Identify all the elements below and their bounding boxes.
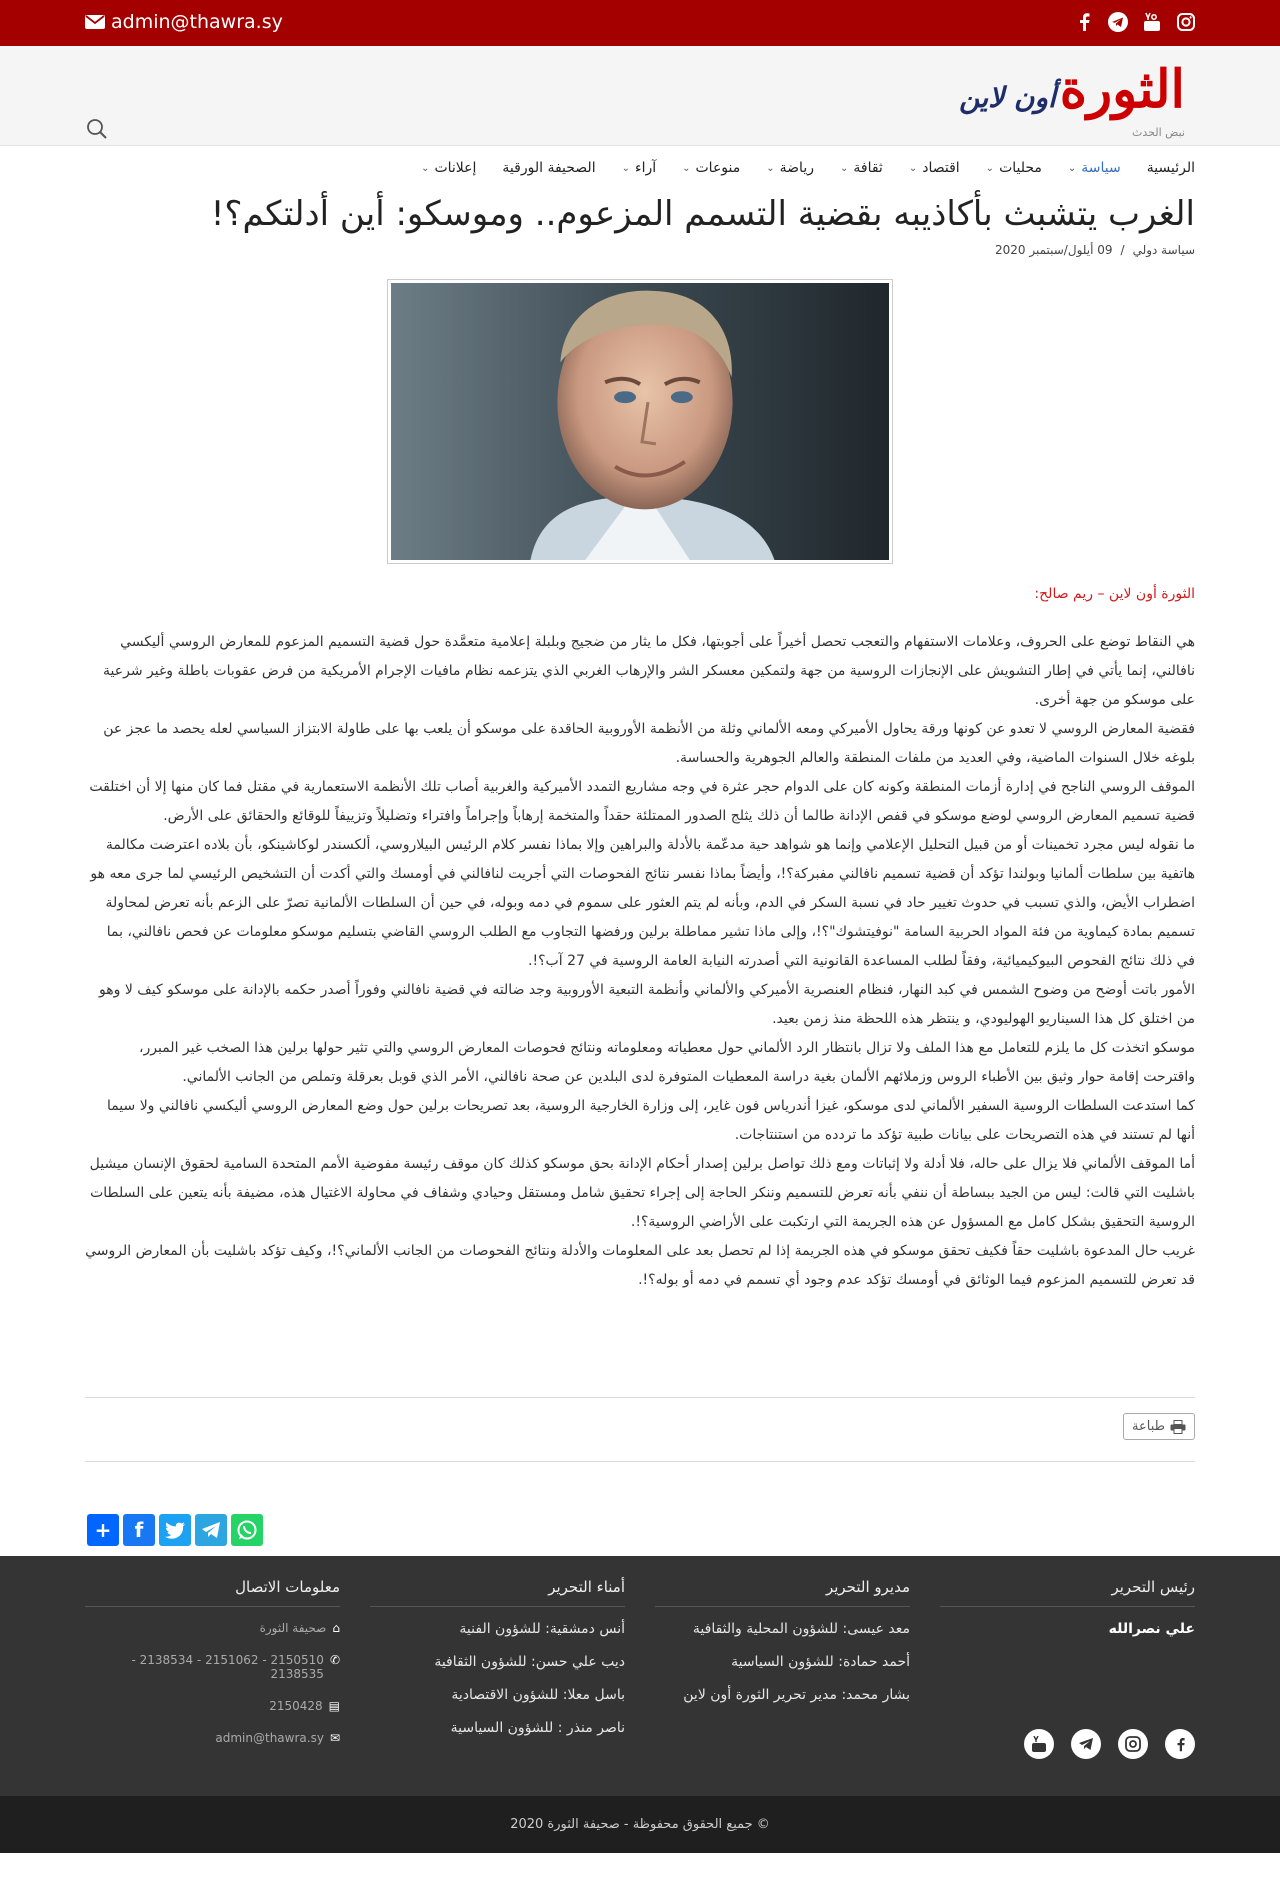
nav-label: الصحيفة الورقية <box>502 160 596 176</box>
nav-item-opinions[interactable] <box>622 160 657 176</box>
youtube-icon[interactable] <box>1024 1729 1054 1759</box>
share-bar <box>87 1514 263 1546</box>
chevron-down-icon: ⌄ <box>766 162 775 174</box>
top-bar <box>0 0 1280 46</box>
logo-main: الثورة <box>1059 59 1185 120</box>
logo-tagline: نبض الحدث <box>1132 126 1185 139</box>
top-email-text: admin@thawra.sy <box>111 11 283 33</box>
main-nav <box>0 160 1195 176</box>
article-byline: الثورة أون لاين – ريم صالح: <box>1034 586 1195 602</box>
nav-label: آراء <box>634 160 657 176</box>
footer-contact <box>85 1578 340 1763</box>
printer-icon <box>1170 1420 1186 1434</box>
nav-item-local[interactable] <box>986 160 1042 176</box>
youtube-icon[interactable] <box>1142 12 1162 32</box>
instagram-icon[interactable] <box>1176 12 1196 32</box>
article-body <box>85 628 1195 1295</box>
logo-sub: أون لاين <box>959 81 1056 114</box>
footer-heading: معلومات الاتصال <box>85 1578 340 1607</box>
facebook-icon[interactable] <box>1074 12 1094 32</box>
home-icon: ⌂ <box>332 1621 340 1635</box>
top-social <box>1074 12 1196 32</box>
divider <box>85 1397 1195 1398</box>
fax-text: 2150428 <box>269 1699 323 1713</box>
envelope-icon <box>85 14 105 30</box>
footer-editors <box>655 1578 910 1720</box>
article-paragraph: أما الموقف الألماني فلا يزال على حاله، فلا أدلة ولا إثباتات ومع ذلك تواصل برلين إصدار أحكام الإدانة بحق موسكو كذلك كان موقف رئيسة مفوضية الأمم المتحدة السامية لحقوق الإنسان ميشيل باشليت التي قالت: ليس من الجيد ببساطة أن ننفي بأنه تعرض للتسميم وننكر الحاجة إلى إجراء تحقيق شامل ومستقل وحيادي وشفاف في محاولة الاغتيال هذه، مضيفة بأنه يتعين على السلطات الروسية التحقيق بشكل كامل مع المسؤول عن هذه الجريمة التي ارتكبت على الأراضي الروسية؟!. <box>89 1156 1195 1230</box>
editor-item: معد عيسى: للشؤون المحلية والثقافية <box>692 1621 910 1637</box>
divider <box>85 1461 1195 1462</box>
nav-label: ثقافة <box>853 160 883 176</box>
article-paragraph: هي النقاط توضع على الحروف، وعلامات الاستفهام والتعجب تحصل أخيراً على أجوبتها، فكل ما يثار من ضجيج وبلبلة إعلامية متعمَّدة حول قضية التسميم المزعوم للمعارض الروسي أليكسي نافالني، إنما يأتي في إطار التشويش على الإنجازات الروسية من جهة ولتمكين معسكر الشر والإرهاب الغربي الذي يتزعمه نظام مافيات الإجرام الأمريكية من فرض عقوبات باطلة وغير شرعية على موسكو من جهة أخرى. <box>103 634 1195 708</box>
share-plus-icon[interactable]: + <box>87 1514 119 1546</box>
contact-phone <box>85 1653 340 1681</box>
meta-separator: / <box>1120 243 1125 257</box>
nav-item-ads[interactable] <box>421 160 476 176</box>
share-facebook-icon[interactable]: f <box>123 1514 155 1546</box>
phone-text: 2150510 - 2151062 - 2138534 - 2138535 <box>131 1653 324 1681</box>
chevron-down-icon: ⌄ <box>621 162 630 174</box>
nav-label: محليات <box>999 160 1042 176</box>
address-text: صحيفة الثورة <box>259 1621 327 1635</box>
article-paragraph: ما نقوله ليس مجرد تخمينات أو من قبيل التحليل الإعلامي وإنما هو شواهد حية مدعّمة بالأدلة والبراهين وإلا بماذا نفسر كلام الرئيس البيلاروسي، ألكسندر لوكاشينكو، بأن بلاده اعترضت مكالمة هاتفية بين سلطات ألمانيا وبولندا تؤكد أن قضية تسميم نافالني مفبركة؟!، وأيضاً بماذا نفسر نتائج الفحوصات التي أجريت لنافالني في أومسك والتي أكدت أن التشخيص الرئيسي لما جرى معه هو اضطراب الأيض، والذي تسبب في حدوث تغيير حاد في نسبة السكر في الدم، وبأنه لم يتم العثور على سموم في دمه وبوله، في حين أن السلطات الألمانية تصرّ على الزعم بأنه تعرض لمحاولة تسميم بمادة كيماوية من فئة المواد الحربية السامة "نوفيتشوك"؟!، وإلى ماذا تشير مماطلة برلين ورفضها التجاوب مع الطلب الروسي القاضي بتسليم موسكو معلومات عن فحص نافالني، بما في ذلك نتائج الفحوص البيوكيميائية، وفقاً لطلب المساعدة القانونية التي أصدرته النيابة العامة الروسية في 27 آب؟!. <box>90 837 1195 969</box>
nav-label: سياسة <box>1081 160 1121 176</box>
nav-item-culture[interactable] <box>840 160 883 176</box>
chevron-down-icon: ⌄ <box>985 162 995 174</box>
top-email[interactable] <box>85 11 283 33</box>
chief-editor-name: علي نصرالله <box>1108 1621 1195 1637</box>
site-header <box>0 46 1280 146</box>
contact-email[interactable] <box>85 1731 340 1745</box>
footer-secretaries <box>370 1578 625 1753</box>
chevron-down-icon: ⌄ <box>908 162 918 174</box>
instagram-icon[interactable] <box>1118 1729 1148 1759</box>
nav-item-misc[interactable] <box>682 160 740 176</box>
article-title: الغرب يتشبث بأكاذيبه بقضية التسمم المزعوم.. وموسكو: أين أدلتكم؟! <box>210 194 1195 234</box>
secretary-item: أنس دمشقية: للشؤون الفنية <box>459 1621 625 1637</box>
article-category[interactable]: سياسة دولي <box>1132 243 1195 257</box>
article-paragraph: الأمور باتت أوضح من وضوح الشمس في كبد النهار، فنظام العنصرية الأميركي والألماني وأنظمة التبعية الأوروبية وجد ضالته في قضية نافالني وفوراً أصدر حكمه بالإدانة على موسكو كيف لا وهو من اختلق كل هذا السيناريو الهوليودي، و ينتظر هذه اللحظة منذ زمن بعيد. <box>99 982 1195 1027</box>
nav-label: رياضة <box>779 160 814 176</box>
share-whatsapp-icon[interactable] <box>231 1514 263 1546</box>
article-paragraph: الموقف الروسي الناجح في إدارة أزمات المنطقة وكونه كان على الدوام حجر عثرة في وجه مشاريع التمدد الأميركية والغربية أصاب تلك الأنظمة الاستعمارية في مقتل فما كان منها إلا أن اختلقت قضية تسميم المعارض الروسي لوضع موسكو في قفص الإدانة طالما أن ذلك يثلج الصدور الممتلئة حقداً والمتخمة إرهاباً وإجراماً وافتراء وتضليلاً وتزييفاً للوقائع والحقائق على الأرض. <box>89 779 1195 824</box>
footer-social <box>1024 1729 1195 1759</box>
editor-item: أحمد حمادة: للشؤون السياسية <box>731 1654 910 1670</box>
article-paragraph: فقضية المعارض الروسي لا تعدو عن كونها ورقة يحاول الأميركي ومعه الألماني وثلة من الأنظمة الأوروبية الحاقدة على موسكو أن يلعب بها على طاولة الابتزاز السياسي لعله يحصد ما عجز عن بلوغه خلال السنوات الماضية، وفي العديد من ملفات المنطقة والعالم الجوهرية والحساسة. <box>103 721 1195 766</box>
footer-heading: مديرو التحرير <box>655 1578 910 1607</box>
nav-item-economy[interactable] <box>909 160 960 176</box>
nav-label: منوعات <box>695 160 741 176</box>
facebook-icon[interactable] <box>1165 1729 1195 1759</box>
chevron-down-icon: ⌄ <box>839 162 849 174</box>
contact-fax <box>85 1699 340 1713</box>
article-meta <box>995 243 1195 257</box>
chevron-down-icon: ⌄ <box>1067 162 1077 174</box>
nav-item-politics[interactable] <box>1068 160 1121 176</box>
secretary-item: باسل معلا: للشؤون الاقتصادية <box>451 1687 625 1703</box>
footer-heading: أمناء التحرير <box>370 1578 625 1607</box>
phone-icon: ✆ <box>329 1653 340 1667</box>
portrait-photo <box>391 283 889 560</box>
article-image <box>387 279 893 564</box>
email-text: admin@thawra.sy <box>215 1731 324 1745</box>
article-date: 09 أيلول/سبتمبر 2020 <box>994 243 1113 257</box>
article-paragraph: موسكو اتخذت كل ما يلزم للتعامل مع هذا الملف ولا تزال بانتظار الرد الألماني حول معطياته ومعلوماته ونتائج فحوصات المعارض الروسي والتي تثير حولها برلين هذا الصخب غير المبرر، واقترحت إقامة حوار وثيق بين الأطباء الروس وزملائهم الألمان بغية دراسة المعطيات المتوفرة لدى البلدين عن صحة نافالني، الأمر الذي قوبل بعرقلة وتملص من الجانب الألماني. <box>138 1040 1195 1085</box>
site-footer <box>0 1556 1280 1796</box>
chevron-down-icon: ⌄ <box>682 162 691 174</box>
secretary-item: ناصر منذر : للشؤون السياسية <box>450 1720 625 1736</box>
secretary-item: ديب علي حسن: للشؤون الثقافية <box>434 1654 625 1670</box>
contact-address <box>85 1621 340 1635</box>
footer-chief-editor <box>940 1578 1195 1654</box>
footer-heading: رئيس التحرير <box>940 1578 1195 1607</box>
share-telegram-icon[interactable] <box>195 1514 227 1546</box>
print-button[interactable] <box>1123 1413 1195 1440</box>
nav-label: الرئيسية <box>1146 160 1195 176</box>
nav-label: إعلانات <box>434 160 477 176</box>
chevron-down-icon: ⌄ <box>421 162 430 174</box>
telegram-icon[interactable] <box>1071 1729 1101 1759</box>
copyright: © جميع الحقوق محفوظة - صحيفة الثورة 2020 <box>0 1796 1280 1853</box>
site-logo[interactable] <box>959 59 1185 139</box>
nav-item-print-edition[interactable] <box>502 160 595 176</box>
telegram-icon[interactable] <box>1108 12 1128 32</box>
article-paragraph: غريب حال المدعوة باشليت حقاً فكيف تحقق موسكو في هذه الجريمة إذا لم تحصل بعد على المعلومات والأدلة ونتائج الفحوصات من الجانب الألماني؟!، وكيف تؤكد باشليت بأن المعارض الروسي قد تعرض للتسميم المزعوم فيما الوثائق في أومسك تؤكد عدم وجود أي تسمم في دمه أو بوله؟!. <box>85 1243 1195 1288</box>
share-twitter-icon[interactable] <box>159 1514 191 1546</box>
envelope-icon: ✉ <box>329 1731 340 1745</box>
nav-item-home[interactable] <box>1147 160 1195 176</box>
print-label: طباعة <box>1132 1419 1165 1434</box>
nav-item-sports[interactable] <box>766 160 814 176</box>
nav-label: اقتصاد <box>922 160 960 176</box>
editor-item: بشار محمد: مدير تحرير الثورة أون لاين <box>683 1687 910 1703</box>
fax-icon: ▤ <box>328 1699 340 1713</box>
article-paragraph: كما استدعت السلطات الروسية السفير الألماني لدى موسكو، غيزا أندرياس فون غاير، إلى وزارة الخارجية الروسية، بعد تصريحات برلين حول وضع المعارض الروسي أليكسي نافالني ولا سيما أنها لم تستند في هذه التصريحات على بيانات طبية تؤكد ما تردده من استنتاجات. <box>106 1098 1195 1143</box>
search-icon[interactable] <box>86 118 108 140</box>
